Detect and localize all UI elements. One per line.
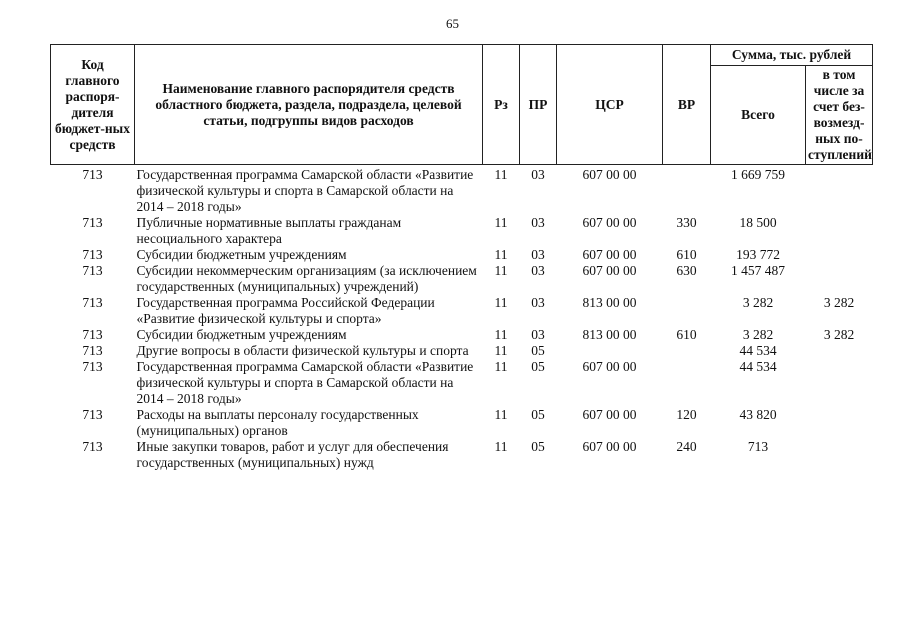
table-body <box>51 165 873 472</box>
row-pr: 03 <box>531 247 545 262</box>
row-code: 713 <box>82 247 103 262</box>
row-code: 713 <box>82 407 103 422</box>
header-name: Наименование главного распорядителя средств областного бюджета, раздела, подраздела, целевой статьи, подгруппы видов расходов <box>135 45 483 165</box>
budget-table <box>50 44 873 471</box>
row-gratuitous <box>806 439 873 471</box>
table-row <box>51 263 873 295</box>
row-csr: 607 00 00 <box>582 263 637 278</box>
row-pr: 03 <box>531 215 545 230</box>
row-gratuitous: 3 282 <box>823 295 855 310</box>
row-name: Другие вопросы в области физической культуры и спорта <box>136 343 469 358</box>
row-gratuitous <box>806 165 873 216</box>
row-name: Субсидии бюджетным учреждениям <box>136 247 347 262</box>
row-name: Субсидии некоммерческим организациям (за исключением государственных (муниципальных) учреждений) <box>136 263 477 294</box>
table-row <box>51 439 873 471</box>
row-gratuitous <box>806 247 873 263</box>
header-code: Код главного распоря-дителя бюджет-ных средств <box>51 45 135 165</box>
row-rz: 11 <box>494 359 508 374</box>
table-row <box>51 359 873 407</box>
row-pr: 03 <box>531 295 545 310</box>
table-row <box>51 165 873 216</box>
row-vr: 610 <box>676 327 697 342</box>
row-total: 713 <box>747 439 769 454</box>
row-total: 1 669 759 <box>731 167 785 182</box>
row-total: 43 820 <box>739 407 777 422</box>
header-gratuitous: в том числе за счет без-возмезд-ных по-ступлений <box>806 66 873 165</box>
page-number: 65 <box>446 16 459 31</box>
row-name: Государственная программа Самарской области «Развитие физической культуры и спорта в Самарской области на 2014 – 2018 годы» <box>136 167 474 214</box>
row-pr: 05 <box>531 359 545 374</box>
row-csr: 607 00 00 <box>582 359 637 374</box>
row-total: 44 534 <box>739 359 777 374</box>
row-total: 3 282 <box>742 295 774 310</box>
row-vr <box>663 165 711 216</box>
table-row <box>51 407 873 439</box>
row-name: Государственная программа Самарской области «Развитие физической культуры и спорта в Самарской области на 2014 – 2018 годы» <box>136 359 474 406</box>
row-csr <box>557 343 663 359</box>
header-total: Всего <box>711 66 806 165</box>
row-pr: 05 <box>531 343 545 358</box>
row-csr: 607 00 00 <box>582 167 637 182</box>
row-total: 1 457 487 <box>731 263 785 278</box>
row-rz: 11 <box>494 327 508 342</box>
row-code: 713 <box>82 263 103 278</box>
row-code: 713 <box>82 295 103 310</box>
table-row <box>51 247 873 263</box>
row-gratuitous <box>806 407 873 439</box>
row-rz: 11 <box>494 439 508 454</box>
row-code: 713 <box>82 167 103 182</box>
table-row <box>51 343 873 359</box>
row-vr: 610 <box>676 247 697 262</box>
row-vr <box>663 359 711 407</box>
row-vr: 120 <box>676 407 697 422</box>
row-pr: 03 <box>531 167 545 182</box>
header-row <box>51 45 873 66</box>
row-rz: 11 <box>494 343 508 358</box>
row-code: 713 <box>82 439 103 454</box>
header-vr: ВР <box>663 45 711 165</box>
row-vr: 630 <box>676 263 697 278</box>
row-pr: 03 <box>531 263 545 278</box>
row-name: Субсидии бюджетным учреждениям <box>136 327 347 342</box>
row-gratuitous <box>806 215 873 247</box>
row-csr: 607 00 00 <box>582 247 637 262</box>
header-csr: ЦСР <box>557 45 663 165</box>
row-name: Государственная программа Российской Федерации «Развитие физической культуры и спорта» <box>136 295 435 326</box>
row-rz: 11 <box>494 263 508 278</box>
row-name: Расходы на выплаты персоналу государственных (муниципальных) органов <box>136 407 419 438</box>
row-total: 193 772 <box>736 247 780 262</box>
row-csr: 607 00 00 <box>582 439 637 454</box>
row-total: 44 534 <box>739 343 777 358</box>
row-csr: 607 00 00 <box>582 215 637 230</box>
row-name: Публичные нормативные выплаты гражданам несоциального характера <box>136 215 402 246</box>
row-code: 713 <box>82 215 103 230</box>
row-vr <box>663 343 711 359</box>
row-pr: 05 <box>531 439 545 454</box>
row-rz: 11 <box>494 247 508 262</box>
table-row <box>51 327 873 343</box>
row-rz: 11 <box>494 167 508 182</box>
row-code: 713 <box>82 343 103 358</box>
row-csr: 813 00 00 <box>582 295 637 310</box>
row-vr: 330 <box>676 215 697 230</box>
row-name: Иные закупки товаров, работ и услуг для обеспечения государственных (муниципальных) нужд <box>136 439 449 470</box>
row-pr: 03 <box>531 327 545 342</box>
header-sum-group: Сумма, тыс. рублей <box>711 45 873 66</box>
header-rz: Рз <box>483 45 520 165</box>
row-total: 3 282 <box>742 327 774 342</box>
table-row <box>51 295 873 327</box>
header-pr: ПР <box>520 45 557 165</box>
row-pr: 05 <box>531 407 545 422</box>
row-code: 713 <box>82 359 103 374</box>
row-vr <box>663 295 711 327</box>
row-gratuitous <box>806 359 873 407</box>
row-csr: 607 00 00 <box>582 407 637 422</box>
row-rz: 11 <box>494 215 508 230</box>
row-code: 713 <box>82 327 103 342</box>
table-row <box>51 215 873 247</box>
row-gratuitous: 3 282 <box>823 327 855 342</box>
row-gratuitous <box>806 263 873 295</box>
row-gratuitous <box>806 343 873 359</box>
row-csr: 813 00 00 <box>582 327 637 342</box>
row-total: 18 500 <box>739 215 777 230</box>
row-vr: 240 <box>676 439 697 454</box>
row-rz: 11 <box>494 295 508 310</box>
row-rz: 11 <box>494 407 508 422</box>
